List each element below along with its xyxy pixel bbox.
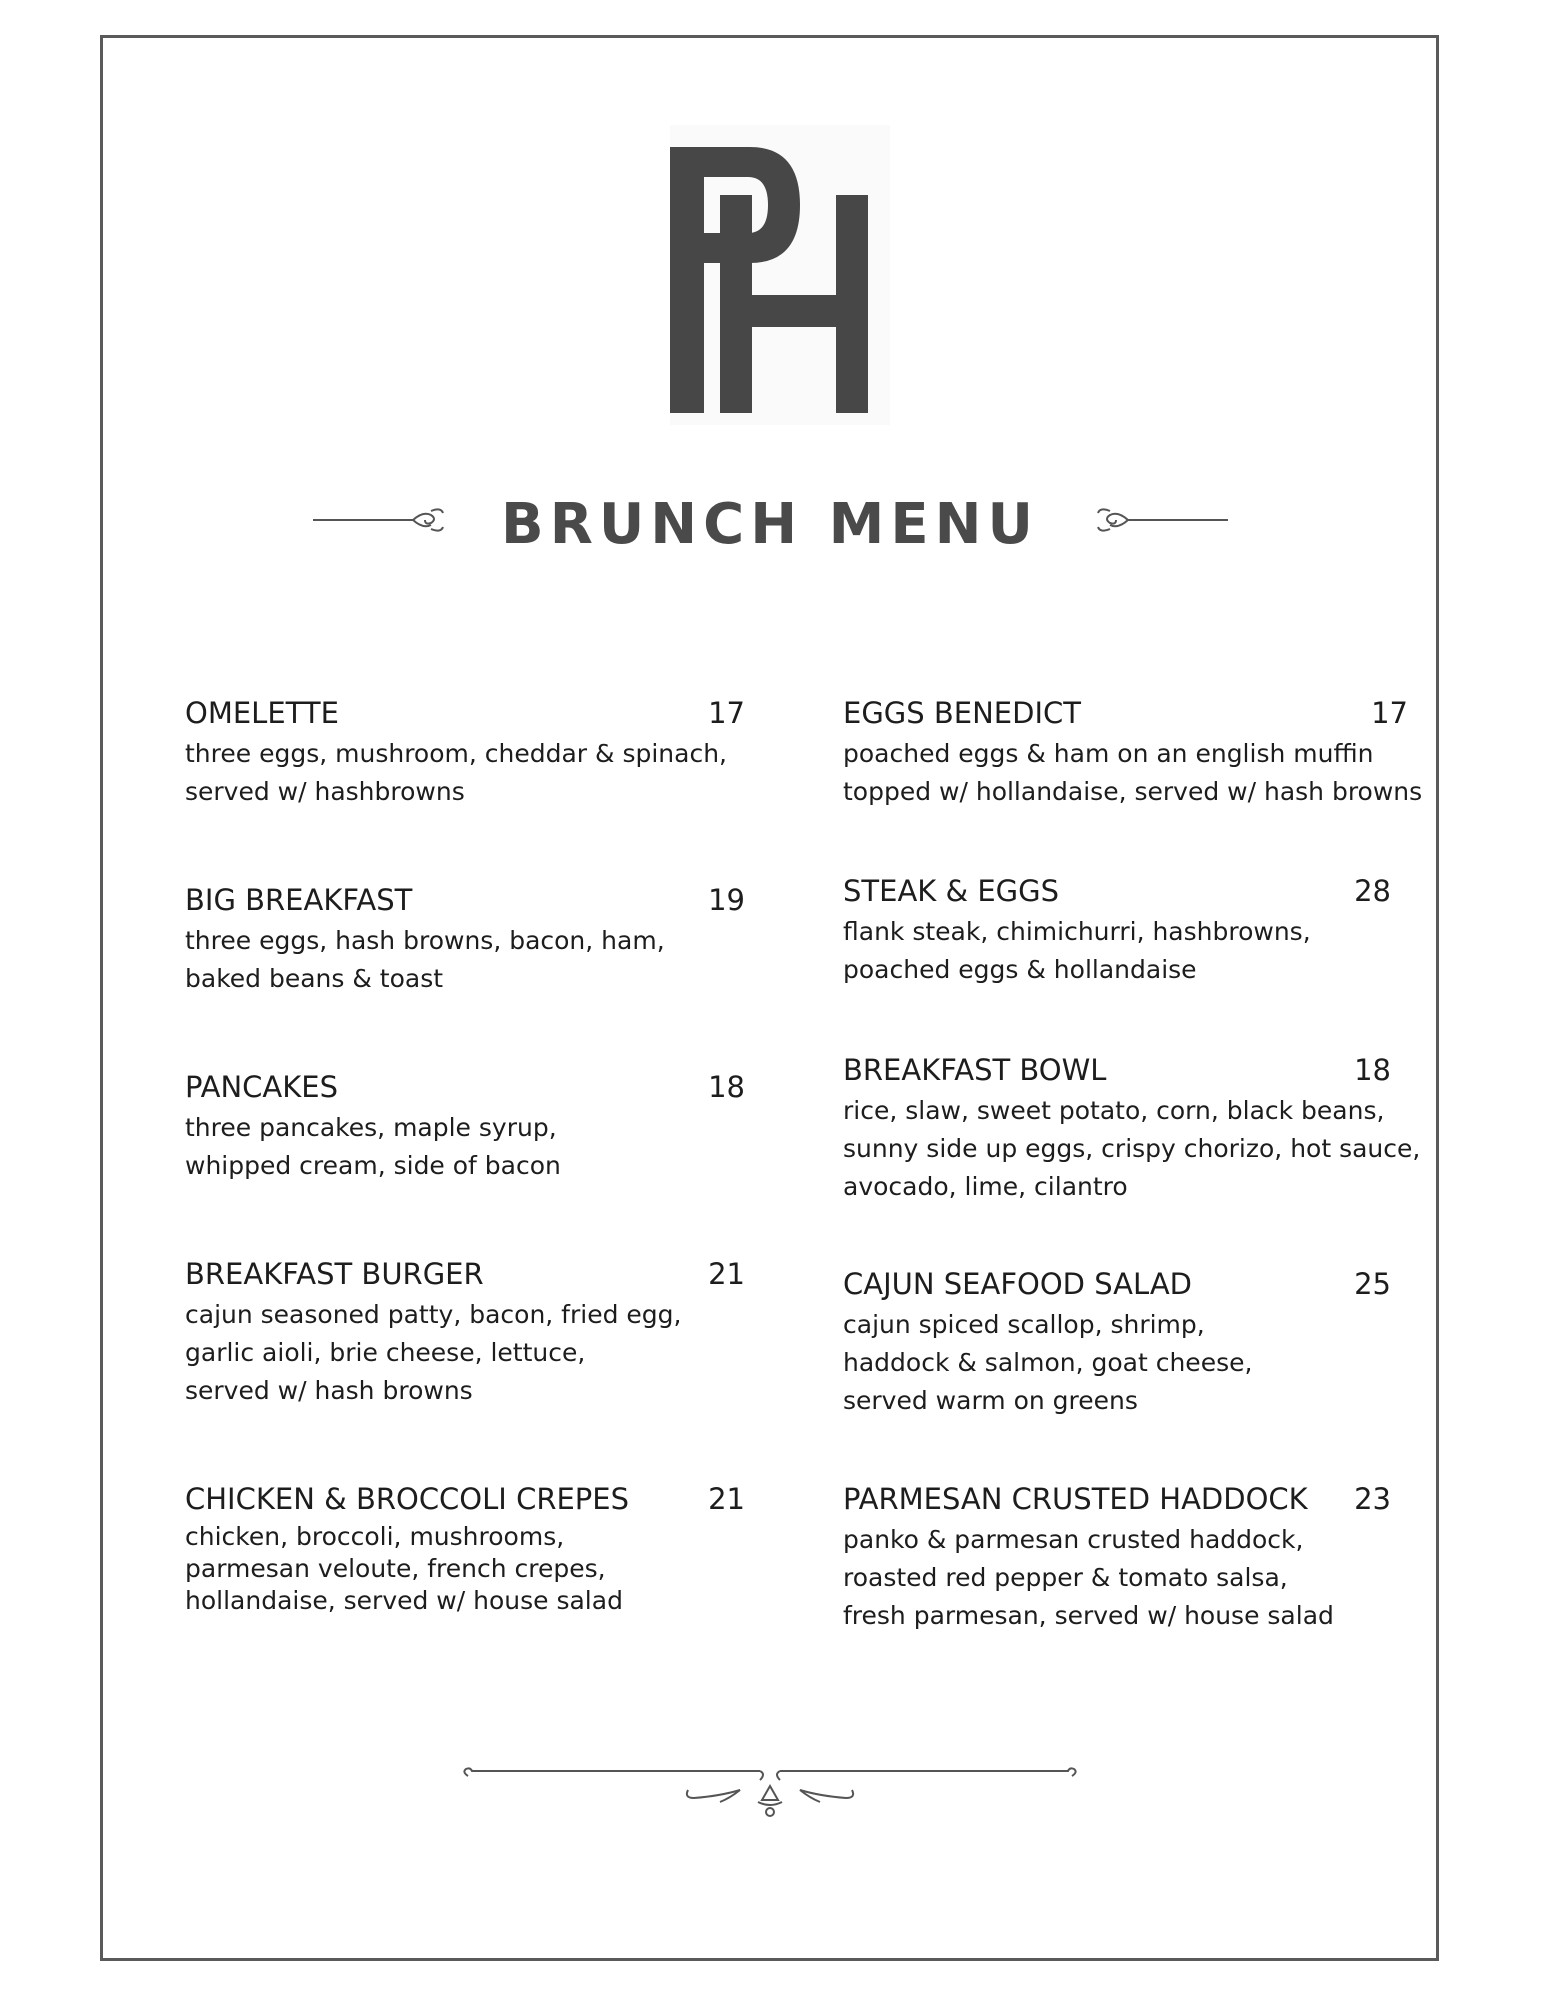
menu-item-omelette	[185, 693, 745, 811]
item-name: CAJUN SEAFOOD SALAD	[843, 1267, 1193, 1301]
menu-item-cajun-seafood-salad	[843, 1264, 1391, 1420]
item-price: 19	[708, 883, 745, 917]
item-name: PANCAKES	[185, 1070, 339, 1104]
item-name: PARMESAN CRUSTED HADDOCK	[843, 1482, 1308, 1516]
ph-logo	[670, 125, 890, 425]
item-price: 21	[708, 1257, 745, 1291]
title-ornament-right	[1088, 497, 1228, 543]
title-ornament-left	[313, 497, 453, 543]
item-description: three eggs, hash browns, bacon, ham, baked beans & toast	[185, 926, 665, 993]
item-price: 18	[1354, 1053, 1391, 1087]
menu-item-pancakes	[185, 1067, 745, 1185]
item-price: 23	[1354, 1482, 1391, 1516]
menu-item-steak-eggs	[843, 871, 1391, 989]
item-name: OMELETTE	[185, 696, 339, 730]
menu-item-parmesan-crusted-haddock	[843, 1479, 1391, 1635]
item-description: three pancakes, maple syrup, whipped cream, side of bacon	[185, 1113, 561, 1180]
item-name: STEAK & EGGS	[843, 874, 1060, 908]
item-description: chicken, broccoli, mushrooms, parmesan veloute, french crepes, hollandaise, served w/ house salad	[185, 1522, 623, 1615]
menu-item-chicken-broccoli-crepes	[185, 1479, 745, 1617]
menu-item-big-breakfast	[185, 880, 745, 998]
item-name: BIG BREAKFAST	[185, 883, 413, 917]
item-price: 17	[1371, 696, 1408, 730]
item-price: 18	[708, 1070, 745, 1104]
item-description: cajun spiced scallop, shrimp, haddock & salmon, goat cheese, served warm on greens	[843, 1310, 1253, 1415]
item-name: BREAKFAST BOWL	[843, 1053, 1107, 1087]
menu-item-eggs-benedict	[843, 693, 1423, 811]
item-description: panko & parmesan crusted haddock, roasted red pepper & tomato salsa, fresh parmesan, served w/ house salad	[843, 1525, 1334, 1630]
item-price: 21	[708, 1482, 745, 1516]
item-description: cajun seasoned patty, bacon, fried egg, garlic aioli, brie cheese, lettuce, served w/ hash browns	[185, 1300, 682, 1405]
item-price: 17	[708, 696, 745, 730]
menu-title: BRUNCH MENU	[501, 492, 1039, 557]
item-price: 25	[1354, 1267, 1391, 1301]
item-description: flank steak, chimichurri, hashbrowns, poached eggs & hollandaise	[843, 917, 1311, 984]
menu-item-breakfast-burger	[185, 1254, 745, 1410]
item-name: CHICKEN & BROCCOLI CREPES	[185, 1482, 630, 1516]
item-description: three eggs, mushroom, cheddar & spinach, served w/ hashbrowns	[185, 739, 727, 806]
item-description: rice, slaw, sweet potato, corn, black beans, sunny side up eggs, crispy chorizo, hot sauce, avocado, lime, cilantro	[843, 1096, 1421, 1201]
item-price: 28	[1354, 874, 1391, 908]
item-name: BREAKFAST BURGER	[185, 1257, 484, 1291]
footer-ornament	[460, 1766, 1080, 1826]
item-name: EGGS BENEDICT	[843, 696, 1081, 730]
item-description: poached eggs & ham on an english muffin topped w/ hollandaise, served w/ hash browns	[843, 739, 1423, 806]
menu-item-breakfast-bowl	[843, 1050, 1421, 1206]
